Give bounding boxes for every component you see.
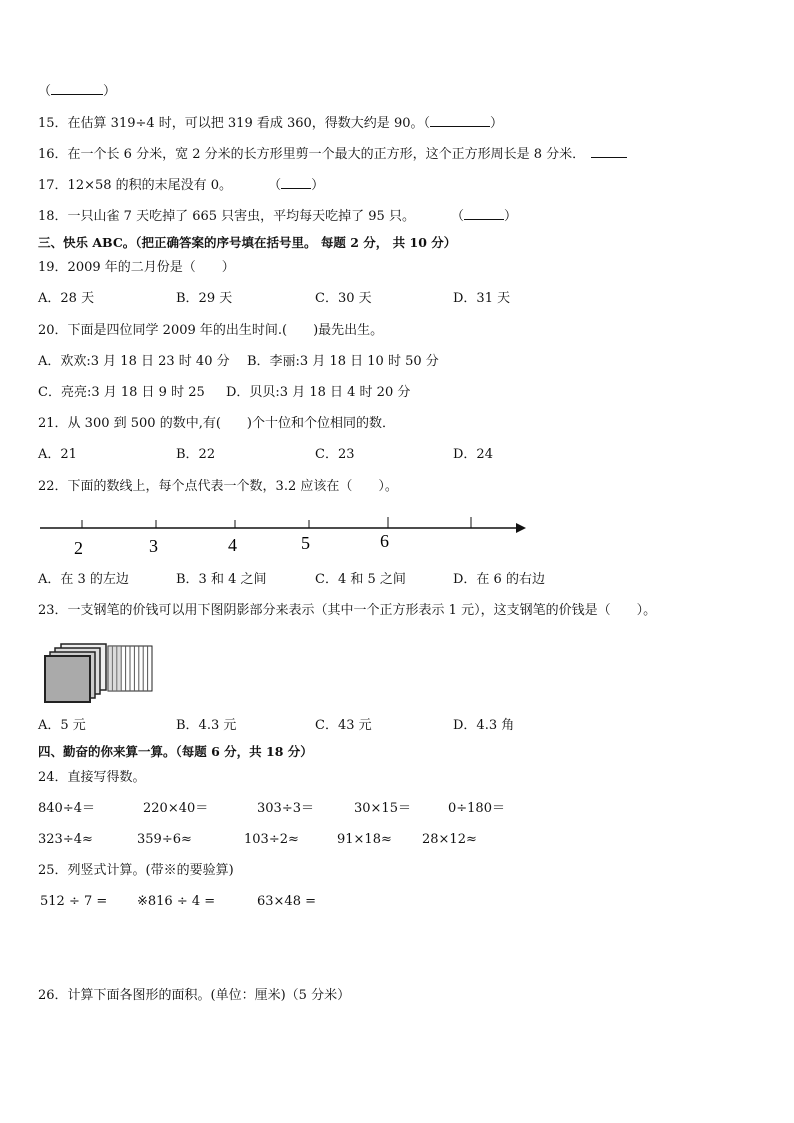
option-c[interactable]: C．亮亮:3 月 18 日 9 时 25 xyxy=(38,385,205,400)
question-18: 18．一只山雀 7 天吃掉了 665 只害虫，平均每天吃掉了 95 只。 （ ） xyxy=(38,209,517,224)
answer-blank[interactable] xyxy=(591,145,627,158)
tick-label: 2 xyxy=(74,538,83,558)
option-c[interactable]: C．43 元 xyxy=(315,718,372,733)
strip-fill xyxy=(108,646,121,691)
option-d[interactable]: D．在 6 的右边 xyxy=(453,572,545,587)
option-b[interactable]: B．29 天 xyxy=(176,291,233,306)
number-line-figure xyxy=(36,512,536,562)
question-25: 25．列竖式计算。(带※的要验算) xyxy=(38,863,234,878)
option-c[interactable]: C．4 和 5 之间 xyxy=(315,572,406,587)
calc-item: 323÷4≈ xyxy=(38,832,93,847)
option-a[interactable]: A．28 天 xyxy=(38,291,95,306)
question-20: 20．下面是四位同学 2009 年的出生时间.( )最先出生。 xyxy=(38,323,384,338)
option-a[interactable]: A．5 元 xyxy=(38,718,86,733)
question-22: 22．下面的数线上，每个点代表一个数，3.2 应该在（ ）。 xyxy=(38,479,398,494)
tick-label: 4 xyxy=(228,535,237,555)
section-3-title: 三、快乐 ABC。（把正确答案的序号填在括号里。 每题 2 分， 共 10 分） xyxy=(38,235,457,250)
question-16: 16．在一个长 6 分米，宽 2 分米的长方形里剪一个最大的正方形，这个正方形周长是 8 分米． xyxy=(38,145,627,164)
vertical-calc-item: 512 ÷ 7 = xyxy=(40,894,108,909)
section-4-title: 四、勤奋的你来算一算。（每题 6 分，共 18 分） xyxy=(38,744,313,759)
tick-label: 6 xyxy=(380,531,389,551)
carryover-answer-blank: （ ） xyxy=(38,84,117,99)
option-b[interactable]: B．4.3 元 xyxy=(176,718,237,733)
calc-item: 0÷180＝ xyxy=(448,801,505,816)
vertical-calc-item: ※816 ÷ 4 = xyxy=(137,894,216,909)
question-15: 15．在估算 319÷4 时，可以把 319 看成 360，得数大约是 90。（ ） xyxy=(38,116,503,131)
answer-blank[interactable] xyxy=(430,114,490,127)
calc-item: 303÷3＝ xyxy=(257,801,314,816)
option-b[interactable]: B．李丽:3 月 18 日 10 时 50 分 xyxy=(247,354,439,369)
calc-item: 840÷4＝ xyxy=(38,801,95,816)
option-b[interactable]: B．3 和 4 之间 xyxy=(176,572,267,587)
option-a[interactable]: A．欢欢:3 月 18 日 23 时 40 分 xyxy=(38,354,230,369)
option-d[interactable]: D．24 xyxy=(453,447,493,462)
option-c[interactable]: C．30 天 xyxy=(315,291,372,306)
tick-label: 5 xyxy=(301,533,310,553)
vertical-calc-item: 63×48 = xyxy=(257,894,317,909)
option-d[interactable]: D．贝贝:3 月 18 日 4 时 20 分 xyxy=(226,385,411,400)
shaded-squares-figure xyxy=(42,638,172,708)
option-c[interactable]: C．23 xyxy=(315,447,355,462)
option-d[interactable]: D．4.3 角 xyxy=(453,718,515,733)
number-line-arrow xyxy=(516,523,526,533)
question-23: 23．一支钢笔的价钱可以用下图阴影部分来表示（其中一个正方形表示 1 元），这支钢笔的价钱是（ ）。 xyxy=(38,603,657,618)
option-a[interactable]: A．21 xyxy=(38,447,77,462)
question-21: 21．从 300 到 500 的数中,有( )个十位和个位相同的数． xyxy=(38,416,395,431)
option-d[interactable]: D．31 天 xyxy=(453,291,511,306)
option-a[interactable]: A．在 3 的左边 xyxy=(38,572,129,587)
question-26: 26．计算下面各图形的面积。(单位：厘米)（5 分米） xyxy=(38,988,351,1003)
calc-item: 28×12≈ xyxy=(422,832,477,847)
calc-item: 220×40＝ xyxy=(143,801,209,816)
calc-item: 359÷6≈ xyxy=(137,832,192,847)
answer-blank[interactable] xyxy=(51,82,103,95)
tick-label: 3 xyxy=(149,536,158,556)
square xyxy=(45,656,90,702)
option-b[interactable]: B．22 xyxy=(176,447,216,462)
calc-item: 91×18≈ xyxy=(337,832,392,847)
calc-item: 30×15＝ xyxy=(354,801,411,816)
answer-blank[interactable] xyxy=(464,207,504,220)
question-24: 24．直接写得数。 xyxy=(38,770,146,785)
question-17: 17．12×58 的积的末尾没有 0。 （ ） xyxy=(38,178,325,193)
calc-item: 103÷2≈ xyxy=(244,832,299,847)
answer-blank[interactable] xyxy=(281,176,311,189)
question-19: 19．2009 年的二月份是（ ） xyxy=(38,260,235,275)
